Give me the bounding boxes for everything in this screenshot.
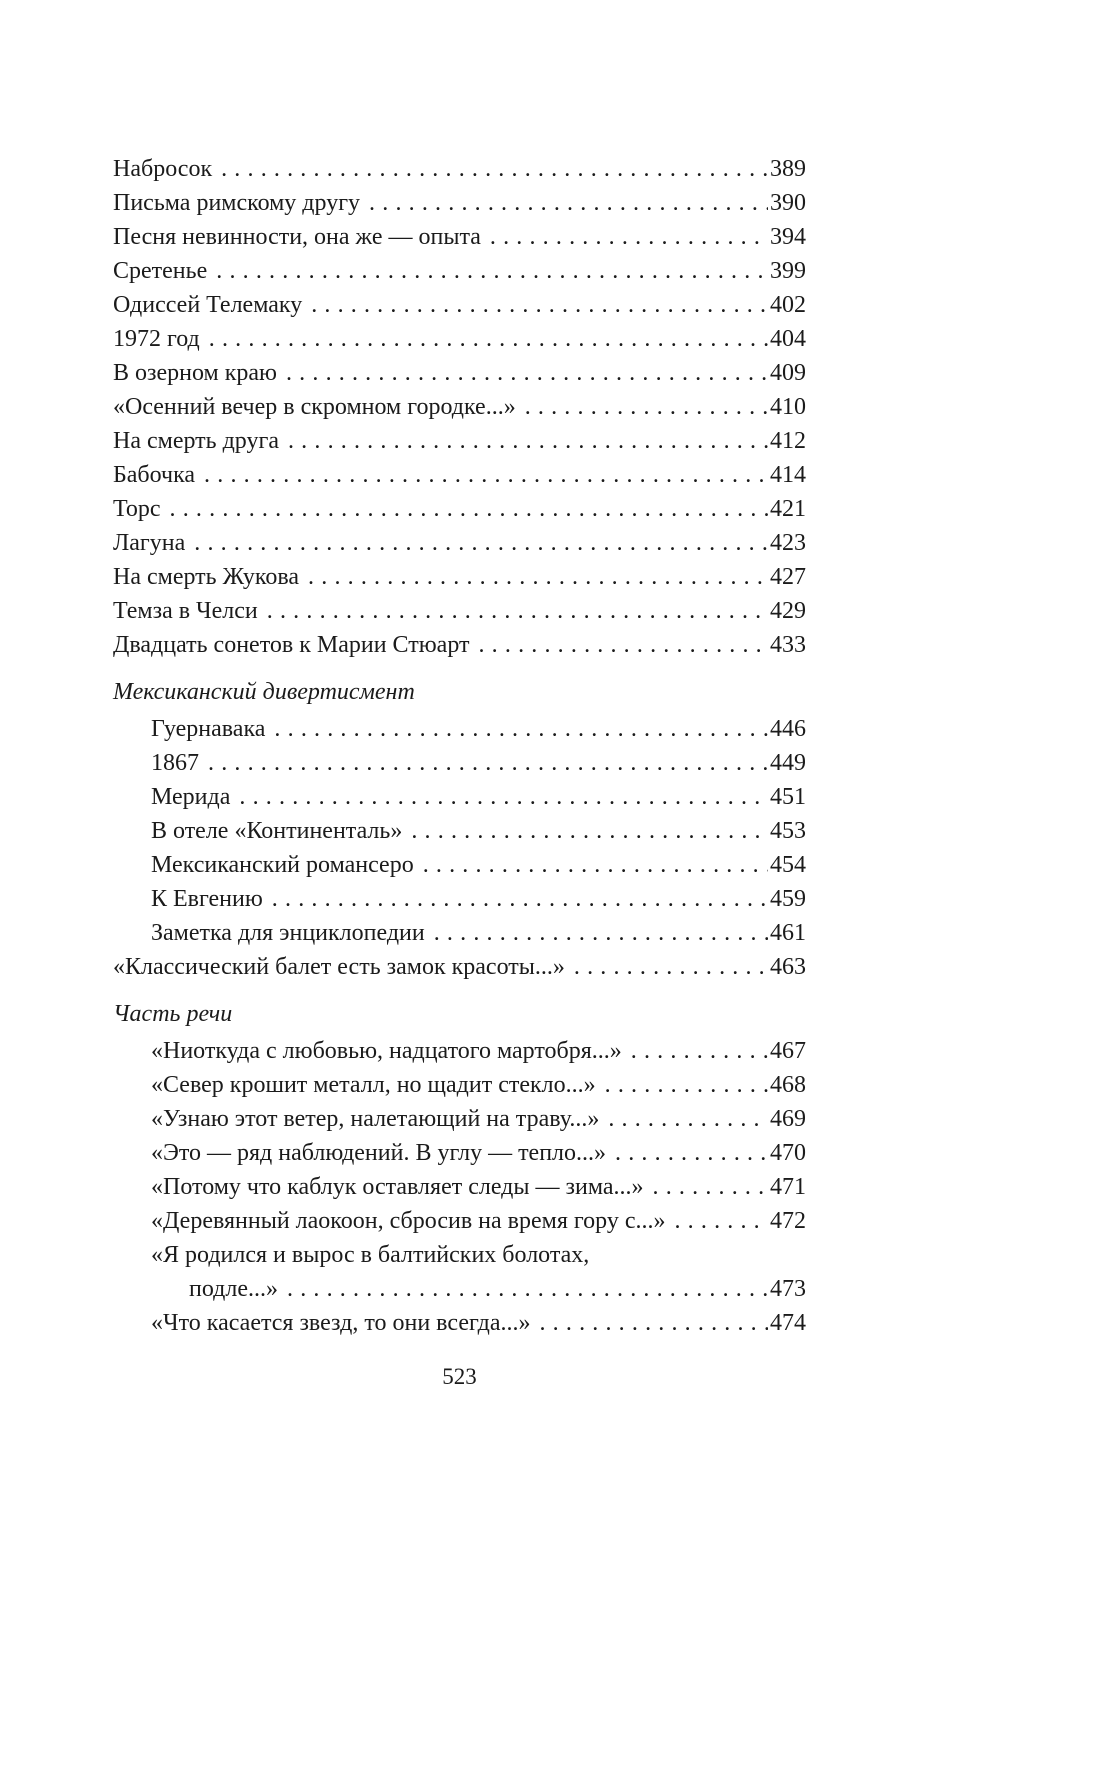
toc-entry-page: 451 [770,784,806,810]
toc-leader-dots [574,950,768,984]
toc-entry-page: 414 [770,462,806,488]
toc-entry-page: 474 [770,1310,806,1336]
toc-entry [113,526,806,560]
toc-entry-page: 446 [770,716,806,742]
toc-entry-page: 449 [770,750,806,776]
toc-entry-title: Мексиканский романсеро [151,852,414,878]
toc-entry-title: «Я родился и вырос в балтийских болотах, [151,1242,590,1268]
toc-leader-dots [221,152,768,186]
toc-entry-page: 461 [770,920,806,946]
toc-entry-title: «Деревянный лаокоон, сбросив на время гору с...» [151,1208,666,1234]
toc-entry-title-continued: подле...» [189,1276,278,1302]
toc-leader-dots [605,1068,768,1102]
toc-entry-title: «Потому что каблук оставляет следы — зима...» [151,1174,644,1200]
toc-entry [113,220,806,254]
toc-leader-dots [287,1272,768,1306]
toc-leader-dots [423,848,768,882]
toc-leader-dots [209,322,768,356]
toc-entry-page: 469 [770,1106,806,1132]
toc-leader-dots [274,712,768,746]
toc-leader-dots [267,594,768,628]
toc-entry [113,746,806,780]
toc-entry [113,1102,806,1136]
toc-entry-page: 390 [770,190,806,216]
toc-entry-title: На смерть друга [113,428,279,454]
toc-leader-dots [204,458,768,492]
toc-entry [113,882,806,916]
toc-entry [113,1068,806,1102]
toc-leader-dots [411,814,768,848]
toc-entry [113,814,806,848]
toc-entry-title: Сретенье [113,258,208,284]
toc-entry-page: 471 [770,1174,806,1200]
toc-entry-title: «Это — ряд наблюдений. В углу — тепло...» [151,1140,607,1166]
toc-leader-dots [490,220,768,254]
toc-entry-page: 472 [770,1208,806,1234]
toc-leader-dots [631,1034,768,1068]
toc-leader-dots [308,560,768,594]
toc-entry-page: 427 [770,564,806,590]
toc-entry-page: 402 [770,292,806,318]
toc-entry-page: 453 [770,818,806,844]
toc-section-title: Мексиканский дивертисмент [113,679,415,705]
toc-entry-title: Письма римскому другу [113,190,361,216]
toc-entry-page: 404 [770,326,806,352]
toc-entry-page: 410 [770,394,806,420]
toc-entry-page: 389 [770,156,806,182]
toc-entry-page: 394 [770,224,806,250]
toc-leader-dots [288,424,768,458]
toc-leader-dots [216,254,768,288]
toc-entry-title: «Ниоткуда с любовью, надцатого мартобря...» [151,1038,622,1064]
toc-entry-title: Мерида [151,784,231,810]
toc-section-title: Часть речи [113,1001,233,1027]
toc-entry-page: 463 [770,954,806,980]
toc-entry [113,254,806,288]
toc-entry-page: 399 [770,258,806,284]
toc-leader-dots [369,186,768,220]
toc-entry [113,916,806,950]
toc-entry [113,356,806,390]
toc-entry [113,1034,806,1068]
toc-entry [113,712,806,746]
toc-leader-dots [286,356,768,390]
toc-entry-page: 470 [770,1140,806,1166]
toc-entry [113,1306,806,1340]
toc-leader-dots [653,1170,768,1204]
toc-leader-dots [311,288,768,322]
toc-entry-title: Песня невинности, она же — опыта [113,224,481,250]
toc-entry-title: «Узнаю этот ветер, налетающий на траву...» [151,1106,600,1132]
toc-leader-dots [615,1136,768,1170]
toc-entry-title: К Евгению [151,886,263,912]
toc-entry [113,1170,806,1204]
toc-entry [113,322,806,356]
toc-entry-title: В озерном краю [113,360,277,386]
toc-entry-page: 433 [770,632,806,658]
toc-entry [113,594,806,628]
toc-leader-dots [170,492,768,526]
toc-entry-page: 468 [770,1072,806,1098]
toc-entry-title: 1972 год [113,326,200,352]
toc-leader-dots [208,746,768,780]
toc-leader-dots [239,780,768,814]
toc-entry-title: В отеле «Континенталь» [151,818,403,844]
toc-entry [113,152,806,186]
toc-entry-title: Торс [113,496,161,522]
toc-leader-dots [608,1102,768,1136]
toc-leader-dots [525,390,768,424]
toc-entry [113,950,806,984]
toc-entry [113,1136,806,1170]
toc-entry-page: 423 [770,530,806,556]
toc-entry [113,628,806,662]
toc-entry-title: Одиссей Телемаку [113,292,303,318]
page-number: 523 [442,1364,477,1389]
toc-entry [113,424,806,458]
toc-entry-page: 421 [770,496,806,522]
toc-entry-title: «Осенний вечер в скромном городке...» [113,394,516,420]
toc-entry-title: Бабочка [113,462,196,488]
toc-entry-page: 429 [770,598,806,624]
toc-entry [113,390,806,424]
toc-entry-title: Двадцать сонетов к Марии Стюарт [113,632,470,658]
toc-entry-title: Гуернавака [151,716,266,742]
toc-entry [113,1204,806,1238]
toc-list [113,152,806,1340]
toc-entry-page: 409 [770,360,806,386]
toc-entry-page: 467 [770,1038,806,1064]
toc-leader-dots [434,916,768,950]
toc-leader-dots [674,1204,768,1238]
toc-entry [113,560,806,594]
toc-leader-dots [194,526,768,560]
toc-entry-page: 412 [770,428,806,454]
toc-entry-title: Лагуна [113,530,186,556]
toc-entry-title: «Север крошит металл, но щадит стекло...» [151,1072,596,1098]
toc-entry-title: Набросок [113,156,213,182]
toc-entry [113,458,806,492]
toc-entry [113,288,806,322]
toc-entry-page: 454 [770,852,806,878]
toc-entry [113,1238,806,1306]
toc-entry-title: «Что касается звезд, то они всегда...» [151,1310,531,1336]
toc-entry [113,780,806,814]
toc-entry-title: Темза в Челси [113,598,258,624]
toc-entry [113,186,806,220]
toc-leader-dots [478,628,768,662]
toc-entry [113,492,806,526]
toc-entry-title: «Классический балет есть замок красоты...» [113,954,565,980]
toc-entry-page: 473 [770,1276,806,1302]
toc-entry-title: 1867 [151,750,199,776]
toc-entry-title: На смерть Жукова [113,564,300,590]
toc-entry [113,848,806,882]
toc-entry-page: 459 [770,886,806,912]
toc-leader-dots [539,1306,768,1340]
toc-leader-dots [272,882,768,916]
toc-entry-title: Заметка для энциклопедии [151,920,425,946]
